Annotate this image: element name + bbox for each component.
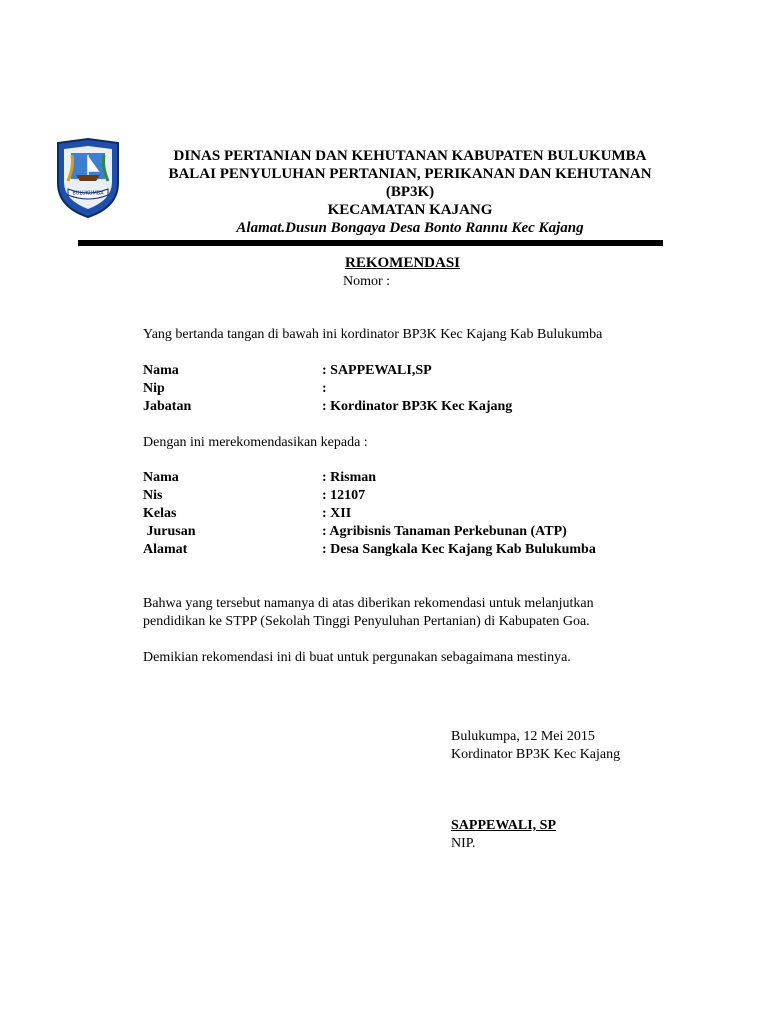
student-class-label: Kelas	[143, 506, 177, 521]
letter-number: Nomor :	[343, 274, 391, 289]
svg-text:BULUKUMBA: BULUKUMBA	[72, 190, 104, 197]
office-address: Alamat.Dusun Bongaya Desa Bonto Rannu Kec Kajang	[236, 220, 584, 236]
student-name-value: : Risman	[322, 470, 377, 485]
recommend-intro: Dengan ini merekomendasikan kepada :	[143, 435, 368, 450]
student-major-value: : Agribisnis Tanaman Perkebunan (ATP)	[322, 524, 567, 539]
signer-name-label: Nama	[143, 363, 179, 378]
regency-emblem-logo	[54, 137, 122, 219]
signer-position-value: : Kordinator BP3K Kec Kajang	[322, 399, 513, 414]
student-address-label: Alamat	[143, 542, 188, 557]
student-name-label: Nama	[143, 470, 179, 485]
header-divider	[78, 240, 663, 246]
signer-nip-value: :	[322, 381, 327, 396]
student-nis-value: : 12107	[322, 488, 366, 503]
signer-signature-name: SAPPEWALI, SP	[451, 818, 557, 833]
student-major-label: Jurusan	[143, 524, 196, 539]
student-nis-label: Nis	[143, 488, 163, 503]
signer-position-label: Jabatan	[143, 399, 192, 414]
closing-text: Demikian rekomendasi ini di buat untuk pergunakan sebagaimana mestinya.	[143, 650, 571, 665]
signer-nip: NIP.	[451, 836, 476, 851]
place-date: Bulukumpa, 12 Mei 2015	[451, 729, 595, 744]
body-line-1: Bahwa yang tersebut namanya di atas diberikan rekomendasi untuk melanjutkan	[143, 596, 594, 611]
district-name: KECAMATAN KAJANG	[327, 202, 493, 218]
signer-name-value: : SAPPEWALI,SP	[322, 363, 432, 378]
office-name: BALAI PENYULUHAN PERTANIAN, PERIKANAN DAN KEHUTANAN	[168, 166, 652, 182]
intro-text: Yang bertanda tangan di bawah ini kordinator BP3K Kec Kajang Kab Bulukumba	[143, 327, 603, 342]
office-abbrev: (BP3K)	[385, 184, 435, 200]
student-address-value: : Desa Sangkala Kec Kajang Kab Bulukumba	[322, 542, 596, 557]
student-class-value: : XII	[322, 506, 352, 521]
signer-nip-label: Nip	[143, 381, 165, 396]
agency-name: DINAS PERTANIAN DAN KEHUTANAN KABUPATEN BULUKUMBA	[173, 148, 647, 164]
letter-title: REKOMENDASI	[345, 255, 461, 271]
body-line-2: pendidikan ke STPP (Sekolah Tinggi Penyuluhan Pertanian) di Kabupaten Goa.	[143, 614, 590, 629]
signer-title: Kordinator BP3K Kec Kajang	[451, 747, 621, 762]
